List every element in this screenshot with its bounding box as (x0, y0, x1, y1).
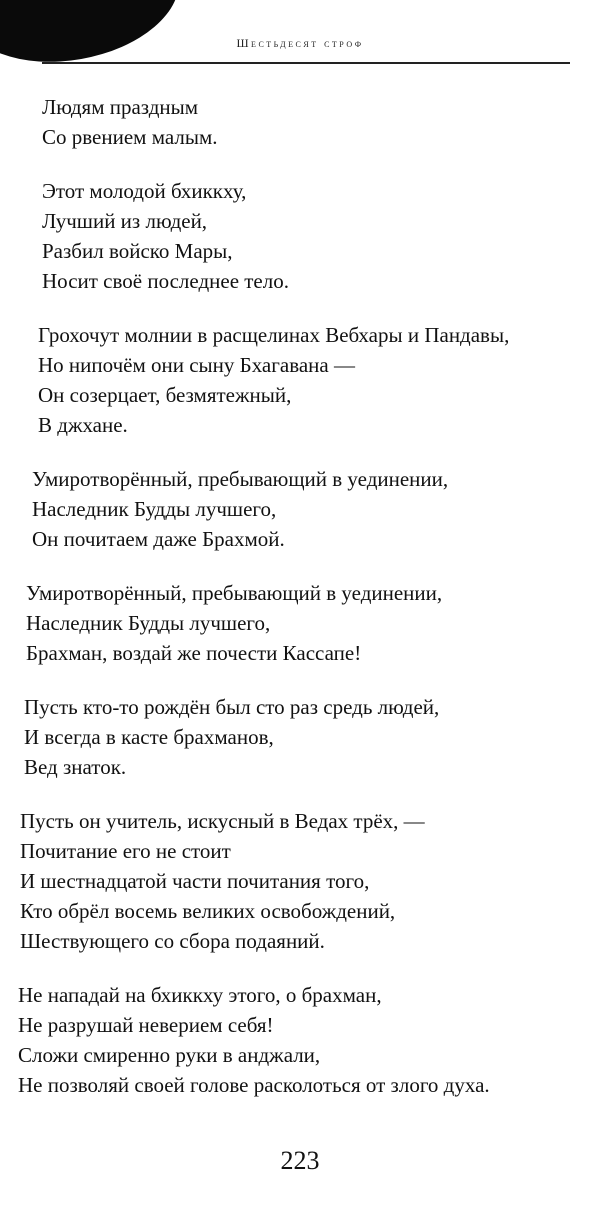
verse-line: Брахман, воздай же почести Кассапе! (26, 641, 362, 665)
page-number: 223 (280, 1146, 320, 1175)
verse-line: Шествующего со сбора подаяний. (20, 929, 325, 953)
verse-line: Грохочут молнии в расщелинах Вебхары и Пандавы, (38, 323, 510, 347)
stanza-8 (18, 980, 572, 1100)
poem-text (18, 92, 572, 1124)
stanza-4 (32, 464, 572, 554)
stanza-5 (26, 578, 572, 668)
verse-line: Не разрушай неверием себя! (18, 1013, 274, 1037)
stanza-1 (42, 92, 572, 152)
stanza-6 (24, 692, 572, 782)
verse-line: Носит своё последнее тело. (42, 269, 289, 293)
running-head: Шестьдесят строф (236, 36, 364, 50)
verse-line: Сложи смиренно руки в анджали, (18, 1043, 321, 1067)
verse-line: Он почитаем даже Брахмой. (32, 527, 285, 551)
verse-line: И шестнадцатой части почитания того, (20, 869, 370, 893)
verse-line: Не нападай на бхиккху этого, о брахман, (18, 983, 382, 1007)
verse-line: Лучший из людей, (42, 209, 208, 233)
stanza-3 (38, 320, 572, 440)
verse-line: Но нипочём они сыну Бхагавана — (38, 353, 355, 377)
stanza-7 (20, 806, 572, 956)
verse-line: Людям праздным (42, 95, 199, 119)
verse-line: Умиротворённый, пребывающий в уединении, (26, 581, 443, 605)
stanza-2 (42, 176, 572, 296)
verse-line: И всегда в касте брахманов, (24, 725, 274, 749)
verse-line: Со рвением малым. (42, 125, 218, 149)
verse-line: Пусть он учитель, искусный в Ведах трёх, — (20, 809, 425, 833)
verse-line: Наследник Будды лучшего, (32, 497, 277, 521)
verse-line: Наследник Будды лучшего, (26, 611, 271, 635)
verse-line: Почитание его не стоит (20, 839, 231, 863)
verse-line: Он созерцает, безмятежный, (38, 383, 292, 407)
verse-line: Разбил войско Мары, (42, 239, 233, 263)
verse-line: Пусть кто-то рождён был сто раз средь людей, (24, 695, 440, 719)
verse-line: Вед знаток. (24, 755, 127, 779)
verse-line: Этот молодой бхиккху, (42, 179, 247, 203)
verse-line: В джхане. (38, 413, 128, 437)
verse-line: Не позволяй своей голове расколоться от злого духа. (18, 1073, 490, 1097)
verse-line: Кто обрёл восемь великих освобождений, (20, 899, 396, 923)
header-rule (42, 62, 570, 64)
verse-line: Умиротворённый, пребывающий в уединении, (32, 467, 449, 491)
